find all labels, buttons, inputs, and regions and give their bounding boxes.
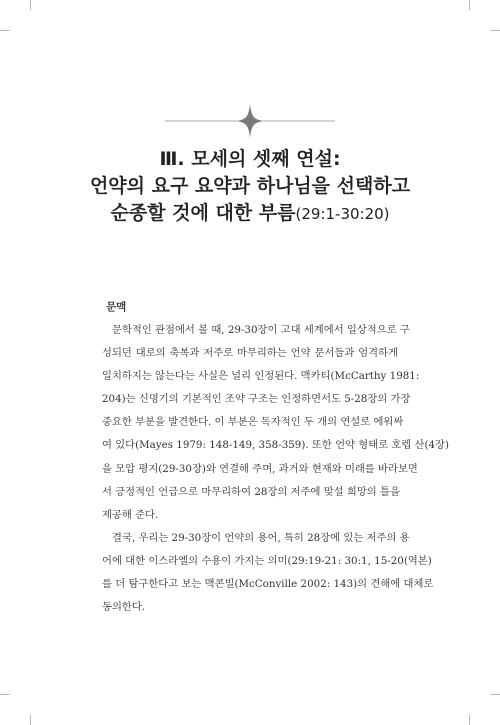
paragraph-1-line: 204)는 신명기의 기본적인 조약 구조는 인정하면서도 5-28장의 가장	[102, 393, 411, 406]
paragraph-2-line: 어에 대한 이스라엘의 수용이 가지는 의미(29:19-21: 30:1, 15-20(역본)	[102, 554, 432, 567]
paragraph-1-line: 을 모압 평지(29-30장)와 연결해 주며, 과거와 현재와 미래를 바라보면	[102, 462, 418, 475]
chapter-title-line-3-text: 순종할 것에 대한 부름	[110, 202, 296, 224]
paragraph-1-line: 문학적인 관점에서 볼 때, 29-30장이 고대 세계에서 일상적으로 구	[112, 324, 410, 336]
chapter-title	[40, 146, 460, 228]
paragraph-1-line: 중요한 부분을 발견한다. 이 부분은 독자적인 두 개의 연설로 에워싸	[102, 416, 404, 429]
chapter-title-line-1: Ⅲ. 모세의 셋째 연설:	[159, 148, 341, 170]
crop-mark	[469, 0, 470, 10]
paragraph-1-line: 서 긍정적인 언급으로 마무리하여 28장의 저주에 맞설 희망의 틀을	[102, 485, 400, 498]
crop-mark	[490, 30, 500, 31]
body-text	[102, 319, 450, 619]
paragraph-2-line: 를 더 탐구한다고 보는 맥콘빌(McConville 2002: 143)의 견해에 대체로	[102, 578, 434, 591]
crop-mark	[30, 0, 31, 10]
star-ornament-icon	[165, 96, 335, 146]
paragraph-1-line: 여 있다(Mayes 1979: 148-149, 358-359). 또한 언약 형태로 호렙 산(4장)	[102, 439, 450, 452]
paragraph-1-line: 일치하지는 않는다는 사실은 널리 인정된다. 맥카티(McCarthy 1981:	[102, 370, 420, 383]
section-heading: 문맥	[106, 301, 127, 313]
chapter-title-reference: (29:1-30:20)	[295, 205, 390, 223]
crop-mark	[30, 715, 31, 725]
chapter-title-line-3	[40, 200, 460, 228]
paragraph-2-line: 결국, 우리는 29-30장이 언약의 용어, 특히 28장에 있는 저주의 용	[112, 531, 410, 544]
crop-mark	[0, 30, 10, 31]
crop-mark	[0, 694, 10, 695]
paragraph-1-line: 제공해 준다.	[102, 508, 159, 521]
crop-mark	[490, 694, 500, 695]
crop-mark	[469, 715, 470, 725]
chapter-title-line-2: 언약의 요구 요약과 하나님을 선택하고	[89, 175, 411, 197]
paragraph-1-line: 성되던 대로의 축복과 저주로 마무리하는 언약 문서들과 엄격하게	[102, 347, 398, 360]
paragraph-2-line: 동의한다.	[102, 601, 146, 614]
